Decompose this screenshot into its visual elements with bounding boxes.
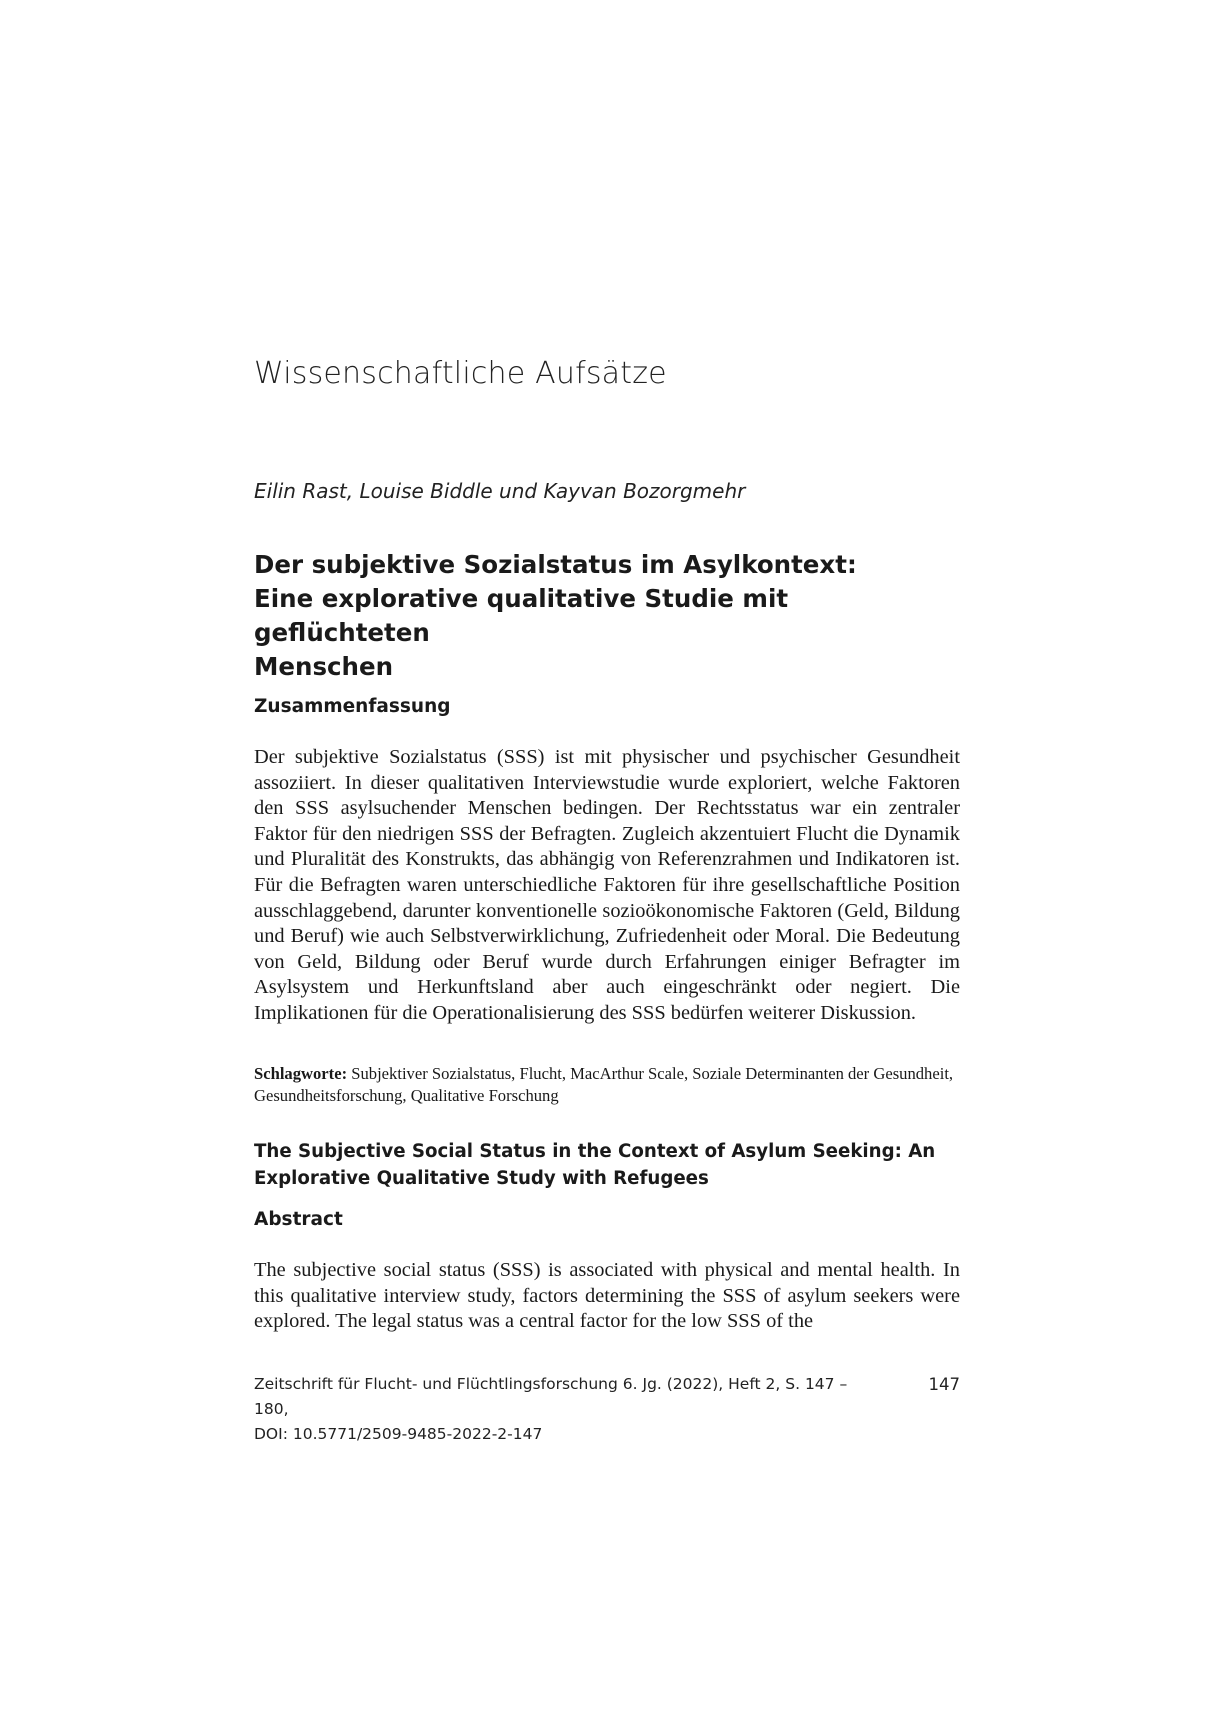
english-title <box>254 1138 960 1192</box>
english-abstract-heading: Abstract <box>254 1209 343 1230</box>
page-number: 147 <box>928 1375 960 1394</box>
keywords <box>254 1063 960 1107</box>
english-title-line: Explorative Qualitative Study with Refugees <box>254 1168 709 1189</box>
article-title <box>254 548 960 684</box>
german-abstract-heading: Zusammenfassung <box>254 696 451 717</box>
article-title-line: Eine explorative qualitative Studie mit geflüchteten <box>254 584 789 647</box>
doi: DOI: 10.5771/2509-9485-2022-2-147 <box>254 1425 543 1443</box>
journal-citation: Zeitschrift für Flucht- und Flüchtlingsforschung 6. Jg. (2022), Heft 2, S. 147 – 180, <box>254 1375 848 1418</box>
article-title-line: Menschen <box>254 652 394 681</box>
section-title: Wissenschaftliche Aufsätze <box>254 356 667 391</box>
keywords-label: Schlagworte: <box>254 1064 348 1083</box>
article-authors: Eilin Rast, Louise Biddle und Kayvan Bozorgmehr <box>254 479 746 503</box>
german-abstract-text: Der subjektive Sozialstatus (SSS) ist mit physischer und psychischer Gesundheit assoziiert. In dieser qualitativen Interviewstudie wurde exploriert, welche Faktoren den SSS asylsuchender Menschen bedingen. Der Rechtsstatus war ein zentraler Faktor für den niedrigen SSS der Befragten. Zugleich akzentuiert Flucht die Dynamik und Pluralität des Konstrukts, das abhängig von Referenzrahmen und Indikatoren ist. Für die Befragten waren unterschiedliche Faktoren für ihre gesellschaftliche Position ausschlaggebend, darunter konventionelle sozioökonomische Faktoren (Geld, Bildung und Beruf) wie auch Selbstverwirklichung, Zufriedenheit oder Moral. Die Bedeutung von Geld, Bildung oder Beruf wurde durch Erfahrungen einiger Befragter im Asylsystem und Herkunftsland aber auch eingeschränkt oder negiert. Die Implikationen für die Operationalisierung des SSS bedürfen weiterer Diskussion. <box>254 746 960 1024</box>
keywords-text: Subjektiver Sozialstatus, Flucht, MacArthur Scale, Soziale Determinanten der Gesundheit, Gesundheitsforschung, Qualitative Forschung <box>254 1064 954 1105</box>
article-title-line: Der subjektive Sozialstatus im Asylkontext: <box>254 550 857 579</box>
page-footer <box>254 1372 960 1447</box>
english-title-line: The Subjective Social Status in the Context of Asylum Seeking: An <box>254 1141 936 1162</box>
english-abstract-text: The subjective social status (SSS) is associated with physical and mental health. In this qualitative interview study, factors determining the SSS of asylum seekers were explored. The legal status was a central factor for the low SSS of the <box>254 1259 960 1333</box>
